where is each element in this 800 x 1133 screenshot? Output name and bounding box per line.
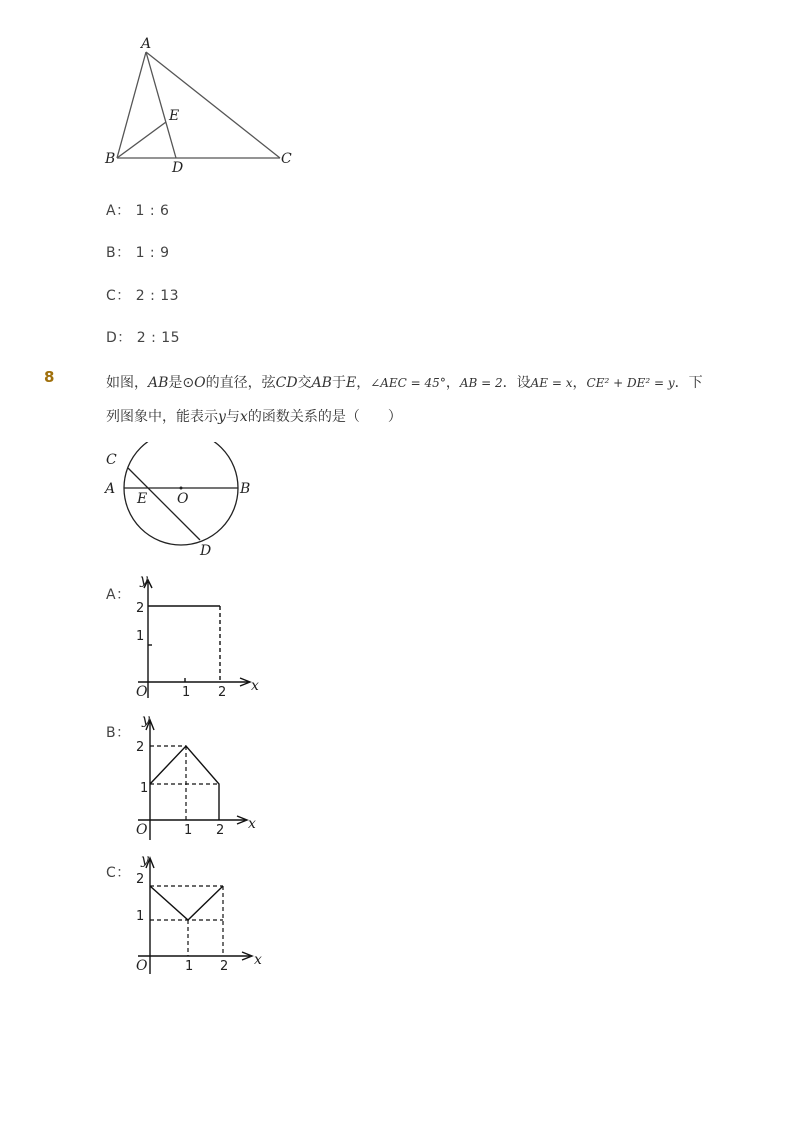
label-B: B [240, 481, 251, 497]
origin-label: O [136, 684, 148, 700]
q7-option-b[interactable]: B： 1 : 9 [106, 245, 170, 261]
triangle-figure [100, 34, 300, 176]
graph-a [130, 572, 265, 704]
q8-option-a[interactable]: A： [106, 587, 131, 603]
svg-text:1: 1 [136, 909, 145, 924]
label-O: O [177, 491, 189, 507]
label-A: A [141, 36, 152, 52]
label-A: A [105, 481, 116, 497]
graph-c [130, 850, 270, 980]
svg-text:2: 2 [136, 740, 145, 755]
svg-text:x: x [248, 816, 256, 832]
svg-text:x: x [254, 952, 262, 968]
svg-text:2: 2 [218, 685, 227, 700]
label-E: E [169, 108, 180, 124]
q7-option-a[interactable]: A： 1 : 6 [106, 203, 170, 219]
graph-b [130, 710, 265, 842]
svg-text:1: 1 [185, 959, 194, 974]
q7-option-c[interactable]: C： 2 : 13 [106, 288, 180, 304]
svg-text:O: O [136, 958, 148, 974]
svg-text:2: 2 [220, 959, 229, 974]
axis-y-label: y [140, 572, 148, 588]
svg-text:y: y [141, 852, 149, 868]
circle-figure [100, 442, 270, 562]
label-D: D [200, 543, 212, 559]
q7-option-d[interactable]: D： 2 : 15 [106, 330, 181, 346]
question-text: 如图，AB是⊙O的直径，弦CD交AB于E，∠AEC = 45°，AB = 2．设AE = x，CE² + DE² = y．下 列图象中，能表示y与x的函数关系的是（ ） [106, 375, 703, 425]
svg-text:2: 2 [136, 872, 145, 887]
label-C: C [106, 452, 117, 468]
svg-text:O: O [136, 822, 148, 838]
q8-option-b[interactable]: B： [106, 725, 131, 741]
question-number: 8 [44, 368, 55, 386]
svg-text:1: 1 [136, 629, 145, 644]
label-E: E [137, 491, 148, 507]
svg-text:y: y [142, 712, 150, 728]
svg-text:2: 2 [136, 601, 145, 616]
label-C: C [281, 151, 292, 167]
q8-option-c[interactable]: C： [106, 865, 131, 881]
svg-text:1: 1 [140, 781, 149, 796]
svg-text:1: 1 [182, 685, 191, 700]
svg-text:2: 2 [216, 823, 225, 838]
label-B: B [105, 151, 116, 167]
axis-x-label: x [251, 678, 259, 694]
label-D: D [172, 160, 184, 176]
svg-text:1: 1 [184, 823, 193, 838]
